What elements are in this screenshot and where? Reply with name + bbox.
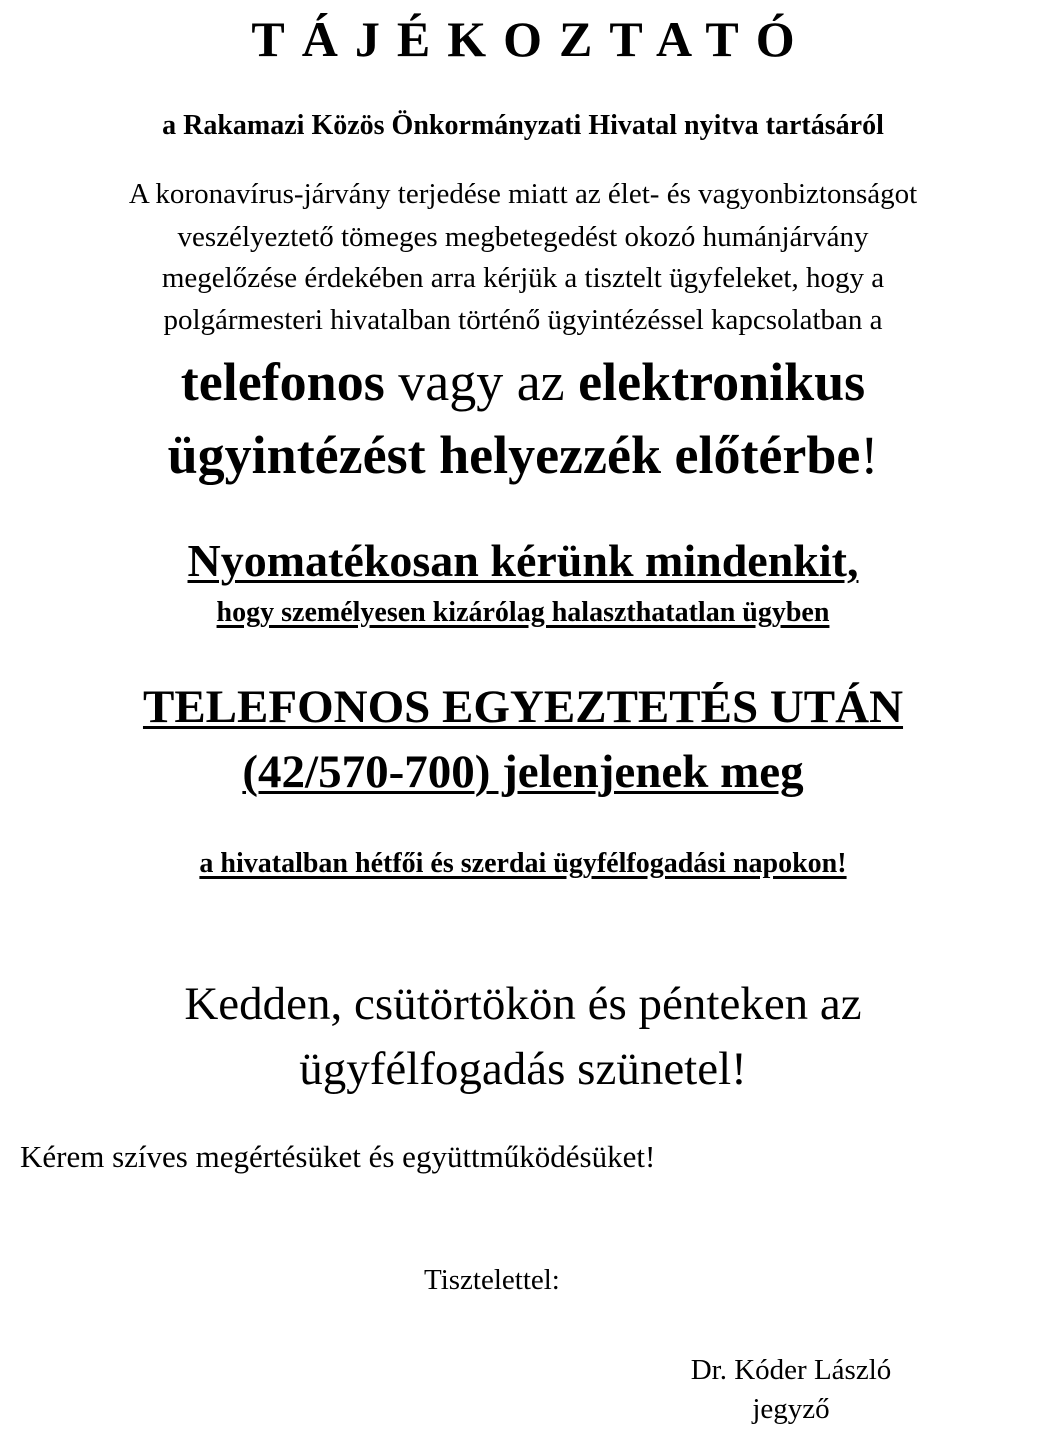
reception-days-text: a hivatalban hétfői és szerdai ügyfélfogadási napokon! <box>199 848 847 879</box>
emphasis-connector: vagy az <box>384 352 579 412</box>
request-subline-text: hogy személyesen kizárólag halaszthatatlan ügyben <box>216 597 830 628</box>
emphasis-elektronikus: elektronikus <box>578 352 866 412</box>
signer-name: Dr. Kóder László <box>690 1354 892 1386</box>
closed-days-line-1: Kedden, csütörtökön és pénteken az <box>184 978 862 1030</box>
phone-heading-text: TELEFONOS EGYEZTETÉS UTÁN <box>142 681 904 733</box>
intro-line-1: A koronavírus-járvány terjedése miatt az élet- és vagyonbiztonságot <box>128 178 918 210</box>
notice-subtitle: a Rakamazi Közös Önkormányzati Hivatal nyitva tartásáról <box>162 110 884 141</box>
notice-title: TÁJÉKOZTATÓ <box>251 11 812 67</box>
thanks-line: Kérem szíves megértésüket és együttműködésüket! <box>20 1139 656 1174</box>
emphasis-line-1 <box>0 352 1046 412</box>
intro-line-2: veszélyeztető tömeges megbetegedést okozó humánjárvány <box>177 221 869 253</box>
emphasis-ugyintezes: ügyintézést helyezzék előtérbe <box>167 425 861 485</box>
emphasis-exclamation: ! <box>860 425 879 485</box>
closed-days-line-2: ügyfélfogadás szünetel! <box>299 1043 747 1095</box>
emphasis-line-2 <box>0 425 1046 485</box>
phone-number-text: (42/570-700) jelenjenek meg <box>242 746 804 798</box>
intro-line-4: polgármesteri hivatalban történő ügyintézéssel kapcsolatban a <box>163 304 883 336</box>
signature-block <box>664 1351 918 1428</box>
phone-heading <box>0 681 1046 733</box>
request-heading <box>0 535 1046 586</box>
regards-line: Tisztelettel: <box>424 1264 560 1296</box>
request-heading-text: Nyomatékosan kérünk mindenkit, <box>187 535 859 586</box>
request-subline <box>0 599 1046 627</box>
phone-number-line <box>0 746 1046 798</box>
reception-days-line <box>0 850 1046 878</box>
emphasis-telefonos: telefonos <box>180 352 385 412</box>
intro-line-3: megelőzése érdekében arra kérjük a tisztelt ügyfeleket, hogy a <box>161 262 885 294</box>
signer-title: jegyző <box>752 1392 830 1425</box>
